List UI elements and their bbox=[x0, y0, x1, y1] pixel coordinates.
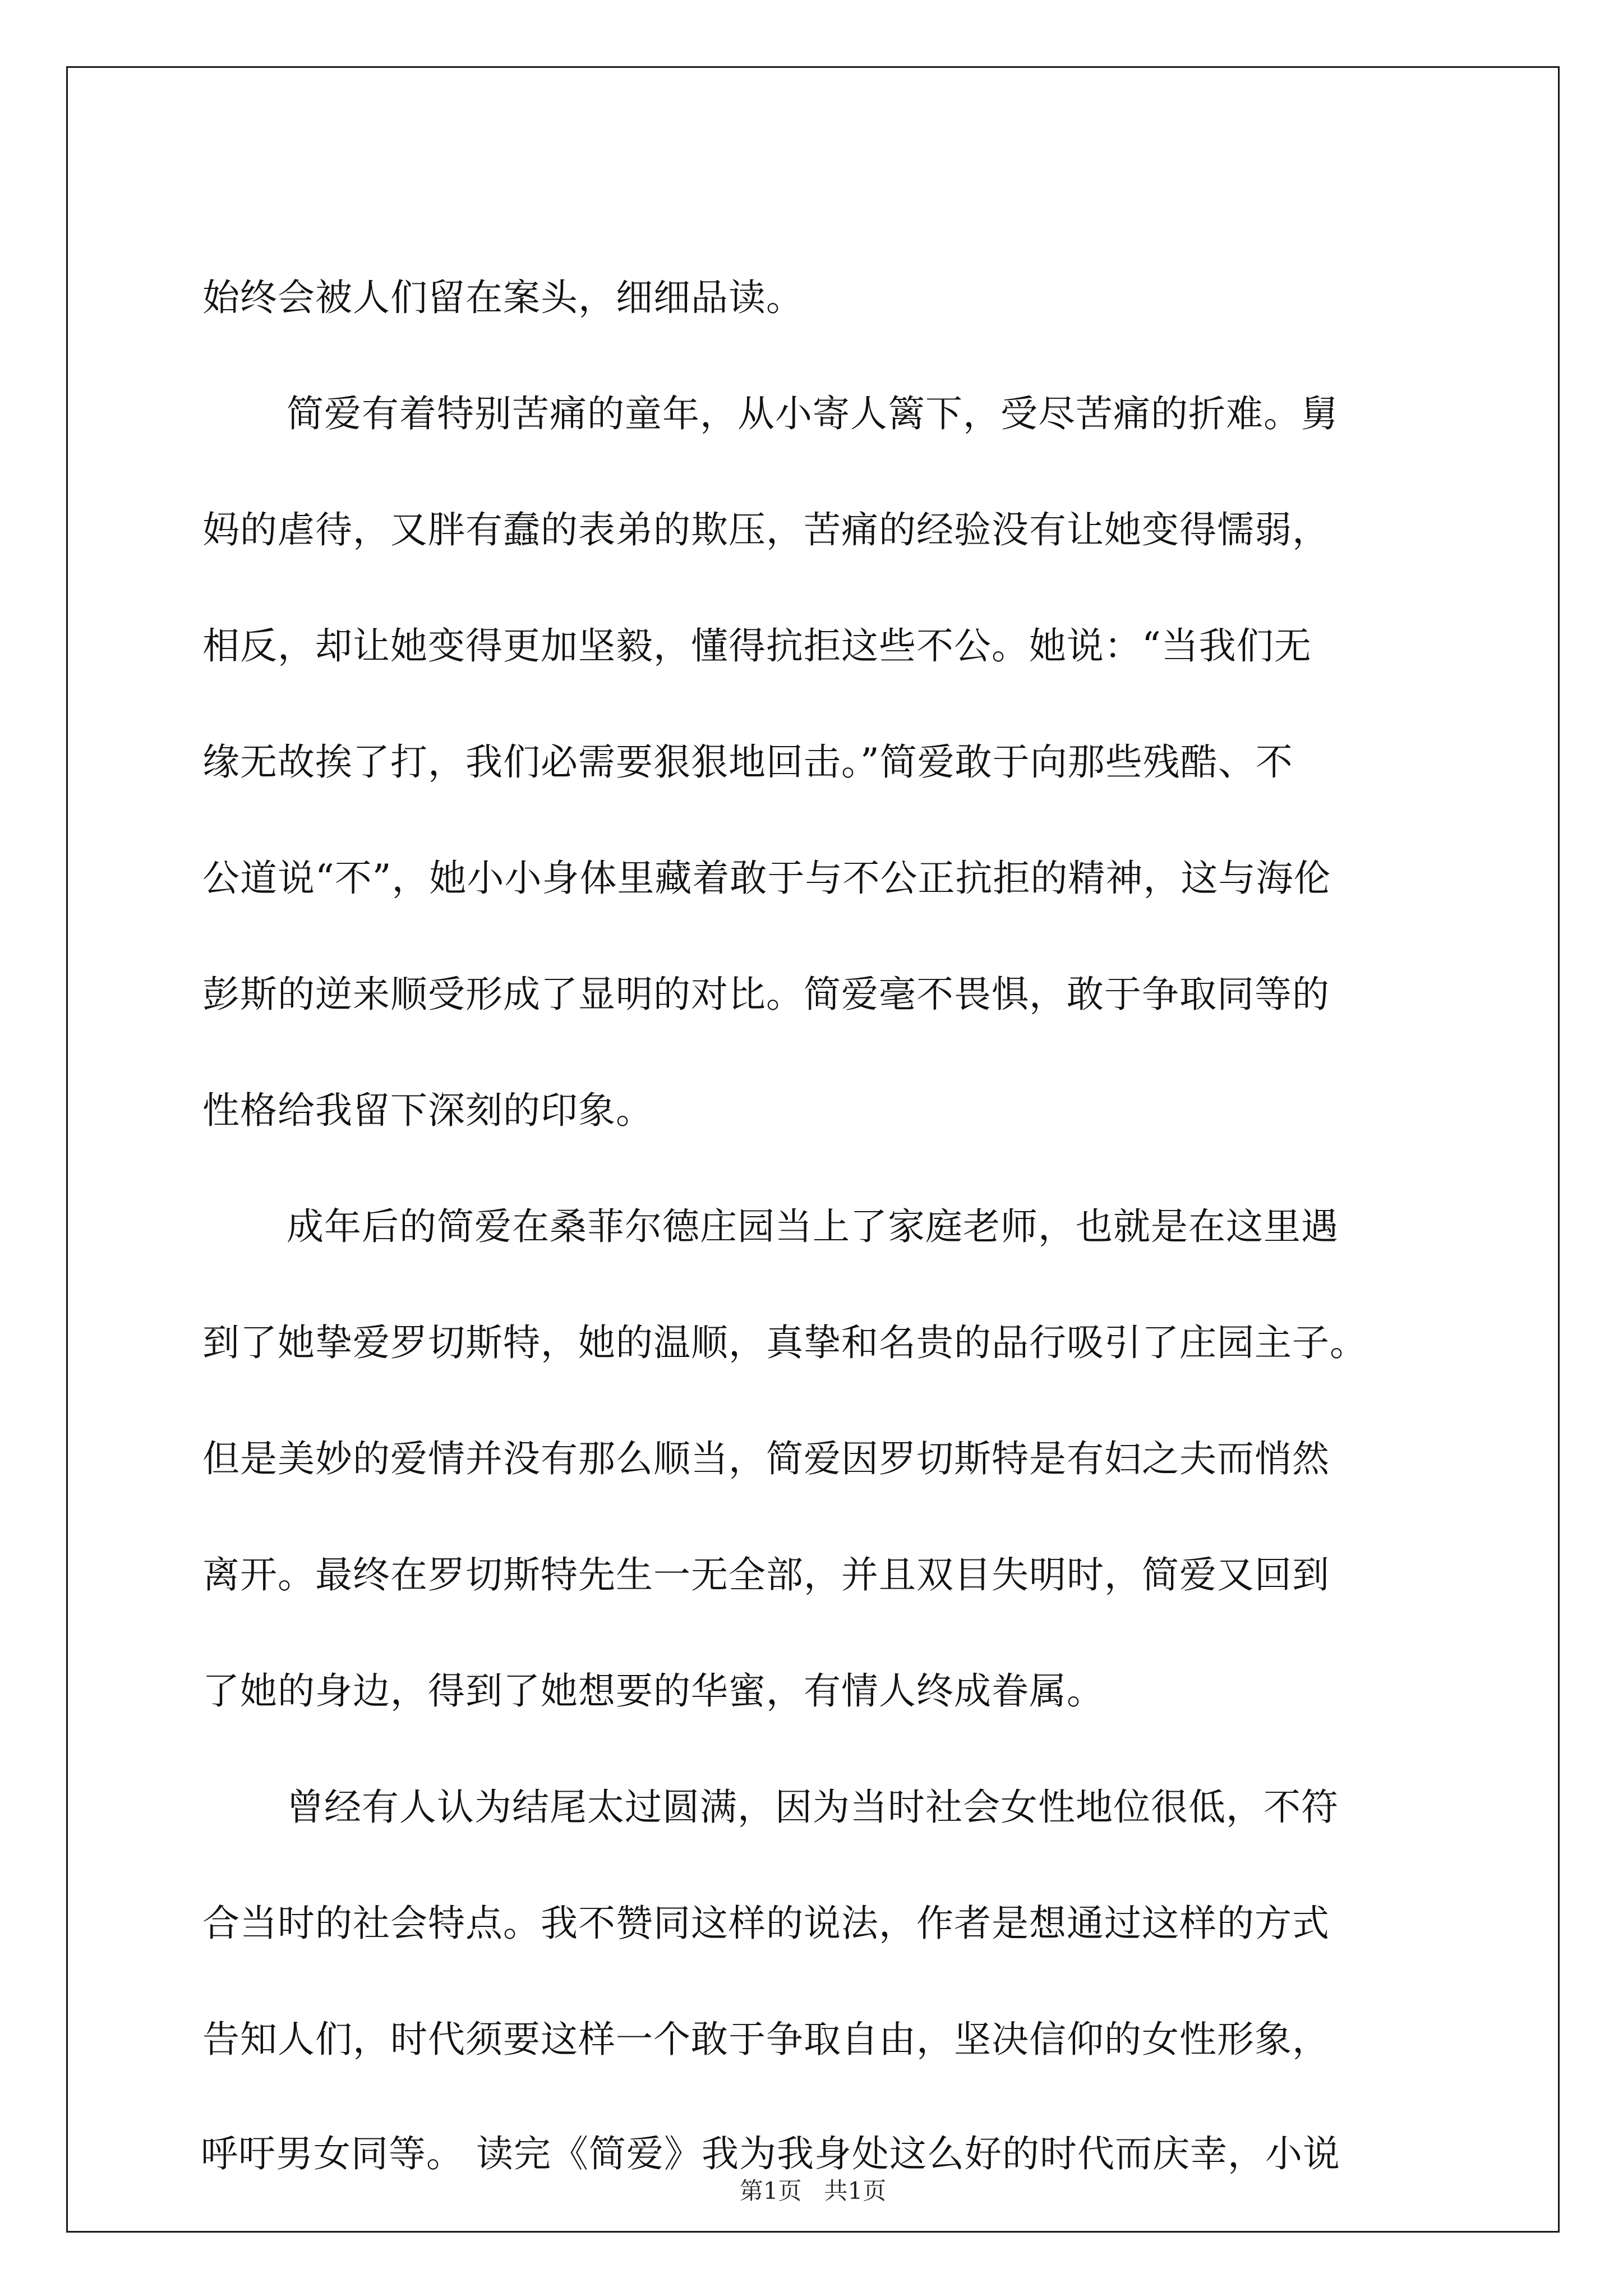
text-line: 但是美妙的爱情并没有那么顺当，简爱因罗切斯特是有妇之夫而悄然 bbox=[202, 1437, 1330, 1480]
document-body bbox=[68, 68, 1558, 2231]
text-line: 成年后的简爱在桑菲尔德庄园当上了家庭老师，也就是在这里遇 bbox=[287, 1205, 1339, 1248]
page-frame bbox=[66, 66, 1560, 2233]
page-number-label: 第1页 共1页 bbox=[739, 2177, 887, 2205]
text-line: 缘无故挨了打，我们必需要狠狠地回击。”简爱敢于向那些残酷、不 bbox=[202, 740, 1293, 784]
text-line: 妈的虐待，又胖有蠢的表弟的欺压，苦痛的经验没有让她变得懦弱， bbox=[202, 508, 1330, 551]
text-line: 呼吁男女同等。 读完《简爱》我为我身处这么好的时代而庆幸，小说 bbox=[201, 2132, 1340, 2175]
text-line: 始终会被人们留在案头，细细品读。 bbox=[202, 276, 804, 319]
text-line: 曾经有人认为结尾太过圆满，因为当时社会女性地位很低，不符 bbox=[287, 1786, 1339, 1829]
text-line: 彭斯的逆来顺受形成了显明的对比。简爱毫不畏惧，敢于争取同等的 bbox=[202, 973, 1330, 1016]
text-line: 相反，却让她变得更加坚毅，懂得抗拒这些不公。她说：“当我们无 bbox=[202, 624, 1312, 668]
text-line: 公道说“不”，她小小身体里藏着敢于与不公正抗拒的精神，这与海伦 bbox=[202, 857, 1331, 900]
text-line: 合当时的社会特点。我不赞同这样的说法，作者是想通过这样的方式 bbox=[202, 1902, 1330, 1945]
text-line: 离开。最终在罗切斯特先生一无全部，并且双目失明时，简爱又回到 bbox=[202, 1553, 1330, 1596]
text-line: 性格给我留下深刻的印象。 bbox=[202, 1089, 653, 1132]
text-line: 了她的身边，得到了她想要的华蜜，有情人终成眷属。 bbox=[202, 1669, 1104, 1713]
text-line: 告知人们，时代须要这样一个敢于争取自由，坚决信仰的女性形象， bbox=[202, 2018, 1330, 2061]
text-line: 到了她挚爱罗切斯特，她的温顺，真挚和名贵的品行吸引了庄园主子。 bbox=[202, 1321, 1367, 1364]
text-line: 简爱有着特别苦痛的童年，从小寄人篱下，受尽苦痛的折难。舅 bbox=[287, 392, 1339, 435]
